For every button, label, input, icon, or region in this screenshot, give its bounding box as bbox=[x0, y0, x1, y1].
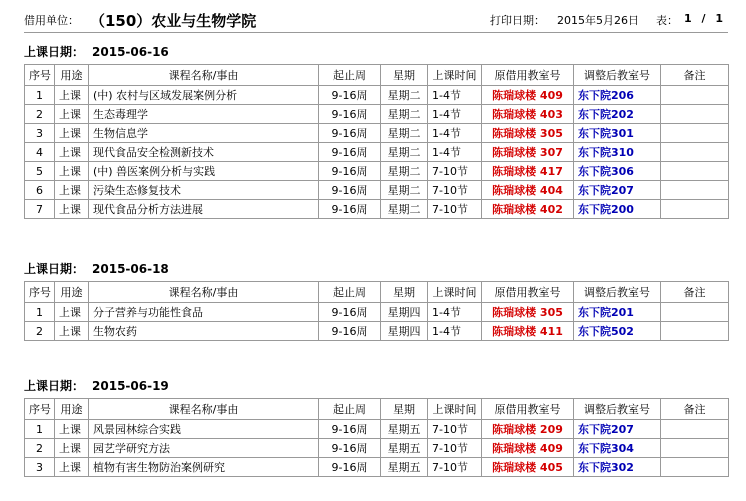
cell-weeks: 9-16周 bbox=[319, 439, 381, 458]
cell-use: 上课 bbox=[55, 181, 89, 200]
table-row bbox=[25, 86, 729, 105]
date-section bbox=[24, 40, 728, 219]
cell-time: 7-10节 bbox=[428, 420, 482, 439]
section-title bbox=[24, 40, 728, 64]
table-row bbox=[25, 105, 729, 124]
column-header: 调整后教室号 bbox=[574, 65, 661, 86]
cell-adj: 东下院306 bbox=[574, 162, 661, 181]
cell-course: 现代食品安全检测新技术 bbox=[89, 143, 319, 162]
cell-no: 2 bbox=[25, 105, 55, 124]
cell-weeks: 9-16周 bbox=[319, 86, 381, 105]
cell-orig: 陈瑞球楼 409 bbox=[482, 439, 574, 458]
cell-note bbox=[661, 181, 729, 200]
cell-time: 1-4节 bbox=[428, 143, 482, 162]
cell-use: 上课 bbox=[55, 162, 89, 181]
cell-orig: 陈瑞球楼 307 bbox=[482, 143, 574, 162]
cell-time: 1-4节 bbox=[428, 303, 482, 322]
column-header: 原借用教室号 bbox=[482, 399, 574, 420]
cell-course: 植物有害生物防治案例研究 bbox=[89, 458, 319, 477]
cell-day: 星期二 bbox=[381, 181, 428, 200]
table-header-row bbox=[25, 282, 729, 303]
cell-day: 星期二 bbox=[381, 143, 428, 162]
cell-time: 7-10节 bbox=[428, 181, 482, 200]
cell-no: 1 bbox=[25, 303, 55, 322]
cell-course: 生态毒理学 bbox=[89, 105, 319, 124]
cell-no: 4 bbox=[25, 143, 55, 162]
section-title bbox=[24, 374, 728, 398]
cell-note bbox=[661, 143, 729, 162]
cell-no: 1 bbox=[25, 420, 55, 439]
schedule-table bbox=[24, 398, 729, 477]
column-header: 起止周 bbox=[319, 282, 381, 303]
cell-adj: 东下院310 bbox=[574, 143, 661, 162]
report-header bbox=[0, 0, 746, 34]
cell-day: 星期二 bbox=[381, 200, 428, 219]
column-header: 原借用教室号 bbox=[482, 282, 574, 303]
section-date-label: 上课日期： bbox=[24, 262, 85, 276]
cell-course: 分子营养与功能性食品 bbox=[89, 303, 319, 322]
cell-use: 上课 bbox=[55, 86, 89, 105]
cell-course: 生物信息学 bbox=[89, 124, 319, 143]
cell-no: 1 bbox=[25, 86, 55, 105]
print-date-label: 打印日期： bbox=[490, 14, 545, 27]
cell-time: 7-10节 bbox=[428, 200, 482, 219]
cell-day: 星期二 bbox=[381, 105, 428, 124]
cell-course: 风景园林综合实践 bbox=[89, 420, 319, 439]
table-row bbox=[25, 420, 729, 439]
cell-weeks: 9-16周 bbox=[319, 162, 381, 181]
schedule-table bbox=[24, 281, 729, 341]
cell-course: (中) 兽医案例分析与实践 bbox=[89, 162, 319, 181]
section-date-label: 上课日期： bbox=[24, 379, 85, 393]
cell-no: 3 bbox=[25, 458, 55, 477]
cell-time: 7-10节 bbox=[428, 439, 482, 458]
cell-use: 上课 bbox=[55, 420, 89, 439]
cell-adj: 东下院301 bbox=[574, 124, 661, 143]
cell-adj: 东下院304 bbox=[574, 439, 661, 458]
section-date: 2015-06-18 bbox=[92, 262, 169, 276]
column-header: 调整后教室号 bbox=[574, 399, 661, 420]
cell-orig: 陈瑞球楼 404 bbox=[482, 181, 574, 200]
schedule-table bbox=[24, 64, 729, 219]
cell-adj: 东下院201 bbox=[574, 303, 661, 322]
cell-adj: 东下院302 bbox=[574, 458, 661, 477]
table-label: 表： bbox=[656, 14, 678, 27]
cell-use: 上课 bbox=[55, 105, 89, 124]
cell-time: 7-10节 bbox=[428, 458, 482, 477]
cell-note bbox=[661, 458, 729, 477]
table-row bbox=[25, 322, 729, 341]
column-header: 备注 bbox=[661, 282, 729, 303]
cell-adj: 东下院200 bbox=[574, 200, 661, 219]
cell-note bbox=[661, 162, 729, 181]
cell-use: 上课 bbox=[55, 322, 89, 341]
cell-orig: 陈瑞球楼 417 bbox=[482, 162, 574, 181]
column-header: 起止周 bbox=[319, 399, 381, 420]
cell-adj: 东下院202 bbox=[574, 105, 661, 124]
date-section bbox=[24, 257, 728, 341]
column-header: 调整后教室号 bbox=[574, 282, 661, 303]
cell-day: 星期二 bbox=[381, 86, 428, 105]
cell-orig: 陈瑞球楼 209 bbox=[482, 420, 574, 439]
cell-note bbox=[661, 200, 729, 219]
table-row bbox=[25, 143, 729, 162]
cell-orig: 陈瑞球楼 409 bbox=[482, 86, 574, 105]
table-row bbox=[25, 303, 729, 322]
column-header: 上课时间 bbox=[428, 399, 482, 420]
cell-no: 6 bbox=[25, 181, 55, 200]
column-header: 用途 bbox=[55, 65, 89, 86]
cell-adj: 东下院207 bbox=[574, 181, 661, 200]
cell-use: 上课 bbox=[55, 200, 89, 219]
cell-weeks: 9-16周 bbox=[319, 420, 381, 439]
cell-weeks: 9-16周 bbox=[319, 124, 381, 143]
date-section bbox=[24, 374, 728, 477]
table-row bbox=[25, 162, 729, 181]
cell-note bbox=[661, 439, 729, 458]
cell-course: 园艺学研究方法 bbox=[89, 439, 319, 458]
cell-use: 上课 bbox=[55, 124, 89, 143]
cell-weeks: 9-16周 bbox=[319, 458, 381, 477]
cell-use: 上课 bbox=[55, 143, 89, 162]
cell-note bbox=[661, 105, 729, 124]
cell-note bbox=[661, 420, 729, 439]
table-row bbox=[25, 200, 729, 219]
cell-day: 星期五 bbox=[381, 458, 428, 477]
column-header: 上课时间 bbox=[428, 282, 482, 303]
cell-day: 星期五 bbox=[381, 439, 428, 458]
column-header: 用途 bbox=[55, 282, 89, 303]
cell-note bbox=[661, 303, 729, 322]
column-header: 课程名称/事由 bbox=[89, 399, 319, 420]
cell-time: 1-4节 bbox=[428, 124, 482, 143]
cell-orig: 陈瑞球楼 403 bbox=[482, 105, 574, 124]
cell-adj: 东下院207 bbox=[574, 420, 661, 439]
column-header: 星期 bbox=[381, 399, 428, 420]
column-header: 起止周 bbox=[319, 65, 381, 86]
cell-time: 1-4节 bbox=[428, 322, 482, 341]
column-header: 原借用教室号 bbox=[482, 65, 574, 86]
column-header: 备注 bbox=[661, 65, 729, 86]
cell-time: 7-10节 bbox=[428, 162, 482, 181]
column-header: 上课时间 bbox=[428, 65, 482, 86]
cell-orig: 陈瑞球楼 411 bbox=[482, 322, 574, 341]
cell-weeks: 9-16周 bbox=[319, 143, 381, 162]
column-header: 序号 bbox=[25, 282, 55, 303]
column-header: 用途 bbox=[55, 399, 89, 420]
column-header: 序号 bbox=[25, 65, 55, 86]
cell-day: 星期五 bbox=[381, 420, 428, 439]
section-date: 2015-06-19 bbox=[92, 379, 169, 393]
section-date-label: 上课日期： bbox=[24, 45, 85, 59]
table-header-row bbox=[25, 65, 729, 86]
cell-orig: 陈瑞球楼 402 bbox=[482, 200, 574, 219]
cell-use: 上课 bbox=[55, 439, 89, 458]
cell-day: 星期四 bbox=[381, 303, 428, 322]
cell-no: 3 bbox=[25, 124, 55, 143]
print-date: 2015年5月26日 bbox=[557, 14, 639, 27]
cell-note bbox=[661, 124, 729, 143]
unit-value: （150）农业与生物学院 bbox=[90, 12, 257, 30]
cell-no: 7 bbox=[25, 200, 55, 219]
cell-orig: 陈瑞球楼 305 bbox=[482, 303, 574, 322]
column-header: 序号 bbox=[25, 399, 55, 420]
cell-day: 星期二 bbox=[381, 124, 428, 143]
column-header: 备注 bbox=[661, 399, 729, 420]
table-row bbox=[25, 458, 729, 477]
cell-time: 1-4节 bbox=[428, 105, 482, 124]
cell-note bbox=[661, 86, 729, 105]
cell-use: 上课 bbox=[55, 303, 89, 322]
header-divider bbox=[24, 32, 728, 33]
cell-no: 2 bbox=[25, 439, 55, 458]
table-row bbox=[25, 124, 729, 143]
cell-note bbox=[661, 322, 729, 341]
section-date: 2015-06-16 bbox=[92, 45, 169, 59]
cell-orig: 陈瑞球楼 305 bbox=[482, 124, 574, 143]
column-header: 课程名称/事由 bbox=[89, 282, 319, 303]
unit-label: 借用单位： bbox=[24, 14, 79, 27]
cell-no: 5 bbox=[25, 162, 55, 181]
cell-orig: 陈瑞球楼 405 bbox=[482, 458, 574, 477]
cell-adj: 东下院502 bbox=[574, 322, 661, 341]
cell-course: 污染生态修复技术 bbox=[89, 181, 319, 200]
cell-day: 星期二 bbox=[381, 162, 428, 181]
cell-course: 现代食品分析方法进展 bbox=[89, 200, 319, 219]
cell-weeks: 9-16周 bbox=[319, 105, 381, 124]
cell-adj: 东下院206 bbox=[574, 86, 661, 105]
table-row bbox=[25, 181, 729, 200]
column-header: 星期 bbox=[381, 282, 428, 303]
cell-weeks: 9-16周 bbox=[319, 181, 381, 200]
cell-course: 生物农药 bbox=[89, 322, 319, 341]
table-header-row bbox=[25, 399, 729, 420]
cell-weeks: 9-16周 bbox=[319, 322, 381, 341]
cell-course: (中) 农村与区域发展案例分析 bbox=[89, 86, 319, 105]
section-title bbox=[24, 257, 728, 281]
cell-weeks: 9-16周 bbox=[319, 303, 381, 322]
table-row bbox=[25, 439, 729, 458]
page-indicator: 1 / 1 bbox=[684, 12, 723, 25]
cell-day: 星期四 bbox=[381, 322, 428, 341]
column-header: 课程名称/事由 bbox=[89, 65, 319, 86]
cell-time: 1-4节 bbox=[428, 86, 482, 105]
cell-no: 2 bbox=[25, 322, 55, 341]
column-header: 星期 bbox=[381, 65, 428, 86]
cell-use: 上课 bbox=[55, 458, 89, 477]
cell-weeks: 9-16周 bbox=[319, 200, 381, 219]
